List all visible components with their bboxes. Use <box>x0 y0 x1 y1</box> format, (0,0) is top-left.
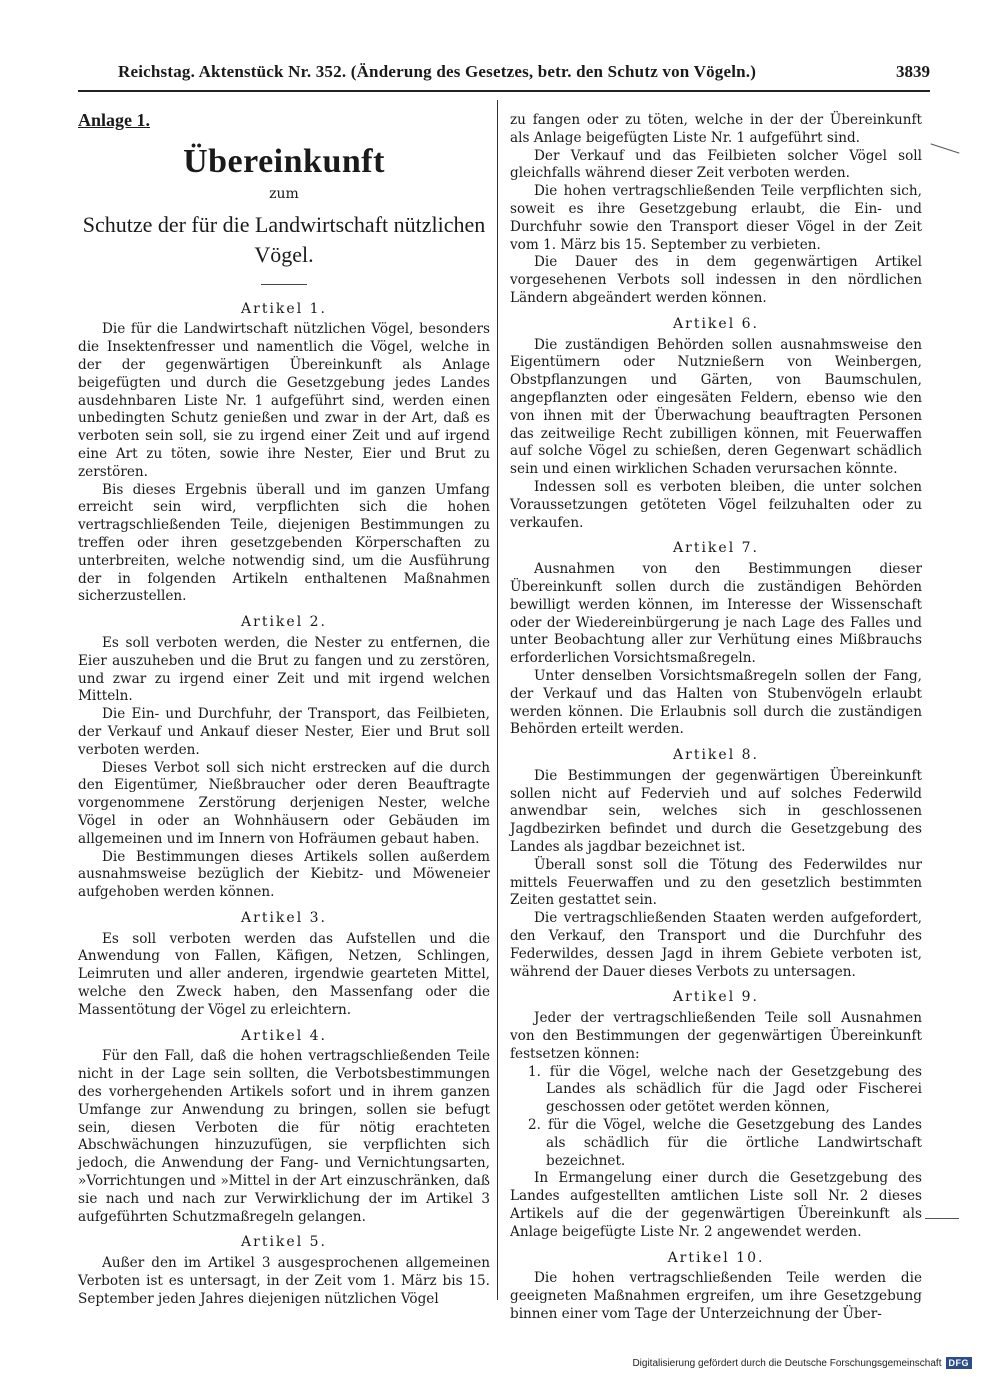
running-header <box>118 62 930 86</box>
article-7-paragraph-1: Ausnahmen von den Bestimmungen dieser Übereinkunft sollen durch die zuständigen Behörden bewilligt werden können, im Interesse der Wissenschaft oder der Wiedereinbürgerung je nach Lage des Falles und unter Beobachtung aller zur Verhütung eines Mißbrauchs erforderlichen Vorsichtsmaßregeln. <box>510 561 922 667</box>
left-column <box>78 112 490 1309</box>
article-6-paragraph-1: Die zuständigen Behörden sollen ausnahmsweise den Eigentümern oder Nutznießern von Weinbergen, Obstpflanzungen und Gärten, von Baumschulen, angepflanzten oder eingesäten Feldern, ebenso wie den von ihnen mit der Überwachung beauftragten Personen das zeitweilige Recht zubilligen können, mit Feuerwaffen auf solche Vögel zu schießen, deren Gegenwart schädlich sein und einen wirklichen Schaden verursachen könnte. <box>510 336 922 478</box>
article-9-paragraph-2: In Ermangelung einer durch die Gesetzgebung des Landes aufgestellten amtlichen Liste soll Nr. 2 dieses Artikels auf die der gegenwärtigen Übereinkunft als Anlage beigefügte Liste Nr. 2 angewendet werden. <box>510 1170 922 1240</box>
article-1-paragraph-1: Die für die Landwirtschaft nützlichen Vögel, besonders die Insektenfresser und namentlich die Vögel, welche in der der gegenwärtigen Übereinkunft als Anlage beigefügten und durch die Gesetzgebung jedes Landes ausdehnbaren Liste Nr. 1 aufgeführt sind, werden einen unbedingten Schutz genießen und zwar in der Art, daß es verboten sein soll, sie zu irgend einer Zeit und auf irgend eine Art zu töten, sowie ihre Nester, Eier und Brut zu zerstören. <box>78 321 490 480</box>
article-2-heading: Artikel 2. <box>241 614 327 631</box>
column-divider <box>497 100 498 1300</box>
title-rule <box>261 284 307 285</box>
margin-pencil-mark <box>925 1218 959 1219</box>
annex-label: Anlage 1. <box>78 110 150 130</box>
article-5-paragraph-1: Außer den im Artikel 3 ausgesprochenen allgemeinen Verboten ist es untersagt, in der Zeit vom 1. März bis 15. September jeden Jahres diejenigen nützlichen Vögel <box>78 1255 490 1307</box>
article-5-continued-paragraph-4: Die Dauer des in dem gegenwärtigen Artikel vorgesehenen Verbots soll indessen in den nördlichen Ländern abgeändert werden können. <box>510 254 922 306</box>
article-2-paragraph-1: Es soll verboten werden, die Nester zu entfernen, die Eier auszuheben und die Brut zu fangen und zu zerstören, und zwar zu irgend einer Zeit und mit irgend welchen Mitteln. <box>78 634 490 705</box>
article-9-item-2: 2. für die Vögel, welche die Gesetzgebung des Landes als schädlich für die örtliche Landwirtschaft bezeichnet. <box>528 1117 922 1169</box>
article-2-paragraph-2: Die Ein- und Durchfuhr, der Transport, das Feilbieten, der Verkauf und Ankauf dieser Nester, Eier und Brut soll verboten werden. <box>78 706 490 758</box>
footer-text: Digitalisierung gefördert durch die Deutsche Forschungsgemeinschaft <box>632 1357 942 1369</box>
article-4-heading: Artikel 4. <box>241 1027 327 1044</box>
article-7-heading: Artikel 7. <box>673 540 759 557</box>
dfg-logo: DFG <box>946 1357 973 1369</box>
article-10-paragraph-1: Die hohen vertragschließenden Teile werden die geeigneten Maßnahmen ergreifen, um ihre Gesetzgebung binnen einer vom Tage der Unterzeichnung der Über- <box>510 1270 922 1322</box>
page-number: 3839 <box>896 62 930 81</box>
article-7-paragraph-2: Unter denselben Vorsichtsmaßregeln sollen der Fang, der Verkauf und das Halten von Stubenvögeln erlaubt werden können. Die Erlaubnis soll durch die zuständigen Behörden erteilt werden. <box>510 667 922 738</box>
document-subtitle: Schutze der für die Landwirtschaft nützlichen Vögel. <box>82 211 486 267</box>
article-2-paragraph-4: Die Bestimmungen dieses Artikels sollen außerdem ausnahmsweise bezüglich der Kiebitz- und Möweneier aufgehoben werden können. <box>78 848 490 901</box>
article-9-heading: Artikel 9. <box>673 989 759 1006</box>
article-1-paragraph-2: Bis dieses Ergebnis überall und im ganzen Umfang erreicht sein wird, verpflichten sich die hohen vertragschließenden Teile, diejenigen Bestimmungen zu treffen oder ihren gesetzgebenden Körperschaften zu unterbreiten, welche notwendig sind, um die Ausführung der in folgenden Artikeln enthaltenen Maßnahmen sicherzustellen. <box>78 481 490 605</box>
article-3-heading: Artikel 3. <box>241 909 327 926</box>
article-5-continued-paragraph-1: zu fangen oder zu töten, welche in der der Übereinkunft als Anlage beigefügten Liste Nr. 1 aufgeführt sind. <box>510 112 922 146</box>
footer-credit <box>632 1357 972 1369</box>
document-title-zum: zum <box>269 185 299 202</box>
right-column <box>510 112 922 1324</box>
article-8-paragraph-2: Überall sonst soll die Tötung des Federwildes nur mittels Feuerwaffen und zu den gesetzlich bestimmten Zeiten gestattet sein. <box>510 856 922 909</box>
article-1-heading: Artikel 1. <box>241 300 327 317</box>
margin-pencil-mark <box>931 143 960 153</box>
article-3-paragraph-1: Es soll verboten werden das Aufstellen und die Anwendung von Fallen, Käfigen, Netzen, Schlingen, Leimruten und aller anderen, irgendwie gearteten Mittel, welche den Zweck haben, den Massenfang oder die Massentötung der Vögel zu erleichtern. <box>78 930 490 1018</box>
article-5-heading: Artikel 5. <box>241 1234 327 1251</box>
article-8-heading: Artikel 8. <box>673 747 759 764</box>
header-rule <box>78 90 930 92</box>
article-6-paragraph-2: Indessen soll es verboten bleiben, die unter solchen Voraussetzungen getöteten Vögel feilzuhalten oder zu verkaufen. <box>510 478 922 531</box>
article-8-paragraph-3: Die vertragschließenden Staaten werden aufgefordert, den Verkauf, den Transport und die Durchfuhr des Federwildes, dessen Jagd in ihrem Gebiete verboten ist, während der Dauer dieses Verbots zu untersagen. <box>510 910 922 980</box>
header-title: Reichstag. Aktenstück Nr. 352. (Änderung des Gesetzes, betr. den Schutz von Vögeln.) <box>118 62 757 81</box>
document-title: Übereinkunft <box>183 142 385 180</box>
article-9-item-1: 1. für die Vögel, welche nach der Gesetzgebung des Landes als schädlich für die Jagd oder Fischerei geschossen oder getötet werden können, <box>528 1063 922 1116</box>
article-8-paragraph-1: Die Bestimmungen der gegenwärtigen Übereinkunft sollen nicht auf Federvieh und auf solches Federwild anwendbar sein, welches sich in geschlossenen Jagdbezirken befindet und durch die Gesetzgebung des Landes als jagdbar bezeichnet ist. <box>510 767 922 856</box>
article-9-paragraph-1: Jeder der vertragschließenden Teile soll Ausnahmen von den Bestimmungen der gegenwärtigen Übereinkunft festsetzen können: <box>510 1010 922 1062</box>
article-2-paragraph-3: Dieses Verbot soll sich nicht erstrecken auf die durch den Eigentümer, Nießbraucher oder deren Beauftragte vorgenommene Zerstörung derjenigen Nester, welche Vögel in oder an Wohnhäusern oder Gebäuden im allgemeinen und im Innern von Hofräumen gebaut haben. <box>78 759 490 847</box>
article-10-heading: Artikel 10. <box>667 1249 765 1266</box>
article-5-continued-paragraph-3: Die hohen vertragschließenden Teile verpflichten sich, soweit es ihre Gesetzgebung erlaubt, die Ein- und Durchfuhr sowie den Transport dieser Vögel in der Zeit vom 1. März bis 15. September zu verbieten. <box>510 183 922 253</box>
article-4-paragraph-1: Für den Fall, daß die hohen vertragschließenden Teile nicht in der Lage sein sollten, die Verbotsbestimmungen des vorhergehenden Artikels sofort und in ihrem ganzen Umfange zur Anwendung zu bringen, sollen sie befugt sein, diesen Verboten die für nötig erachteten Abschwächungen hinzuzufügen, sie verpflichten sich jedoch, die Anwendung der Fang- und Vernichtungsarten, »Vorrichtungen und »Mittel in der Art einzuschränken, daß sie nach und nach zur Verwirklichung der im Artikel 3 aufgeführten Schutzmaßregeln gelangen. <box>78 1048 490 1225</box>
article-5-continued-paragraph-2: Der Verkauf und das Feilbieten solcher Vögel soll gleichfalls während dieser Zeit verboten werden. <box>510 147 922 182</box>
article-6-heading: Artikel 6. <box>673 315 759 332</box>
